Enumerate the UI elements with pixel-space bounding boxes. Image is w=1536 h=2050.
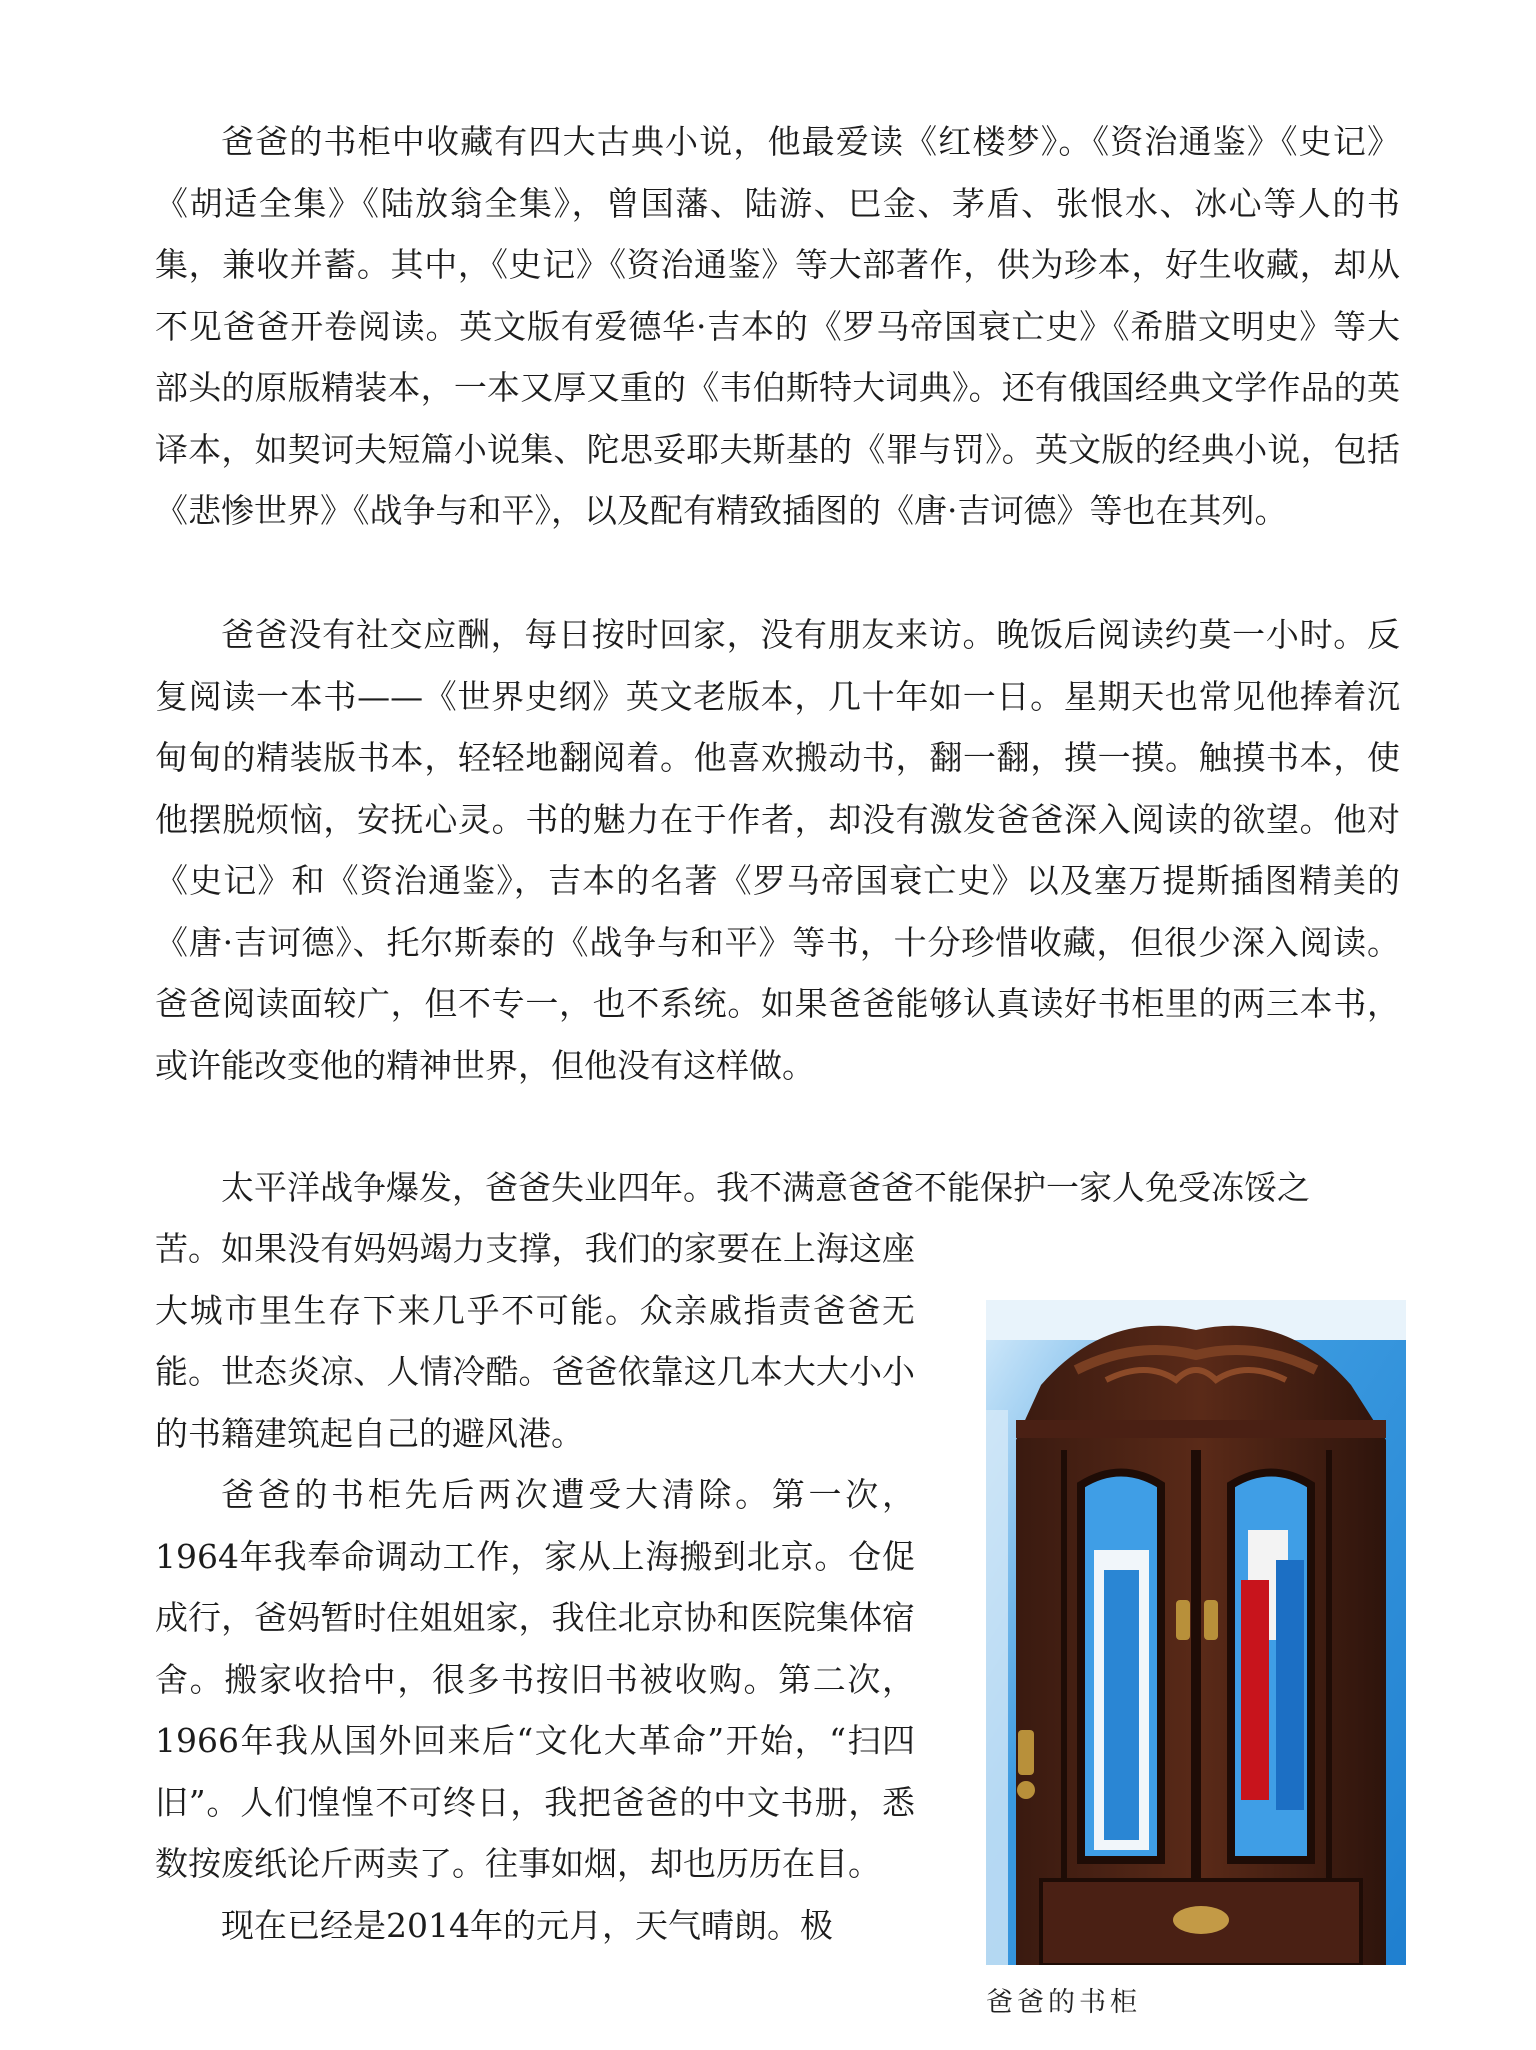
body-text-block-2 [155, 604, 1400, 1096]
paragraph-3-continued: 苦。如果没有妈妈竭力支撑，我们的家要在上海这座大城市里生存下来几乎不可能。众亲戚指责爸爸无能。世态炎凉、人情冷酷。爸爸依靠这几本大大小小的书籍建筑起自己的避风港。 [155, 1229, 915, 1453]
body-text-wrapped-column [155, 1218, 915, 1956]
body-text-block-3 [155, 1157, 1400, 1219]
paragraph-5-start: 现在已经是2014年的元月，天气晴朗。极 [221, 1905, 833, 1945]
paragraph-3-start: 太平洋战争爆发，爸爸失业四年。我不满意爸爸不能保护一家人免受冻馁之 [221, 1168, 1310, 1207]
bookcase-illustration [986, 1300, 1406, 1965]
paragraph-2: 爸爸没有社交应酬，每日按时回家，没有朋友来访。晚饭后阅读约莫一小时。反复阅读一本书——《世界史纲》英文老版本，几十年如一日。星期天也常见他捧着沉甸甸的精装版书本，轻轻地翻阅着。他喜欢搬动书，翻一翻，摸一摸。触摸书本，使他摆脱烦恼，安抚心灵。书的魅力在于作者，却没有激发爸爸深入阅读的欲望。他对《史记》和《资治通鉴》，吉本的名著《罗马帝国衰亡史》以及塞万提斯插图精美的《唐·吉诃德》、托尔斯泰的《战争与和平》等书，十分珍惜收藏，但很少深入阅读。爸爸阅读面较广，但不专一，也不系统。如果爸爸能够认真读好书柜里的两三本书，或许能改变他的精神世界，但他没有这样做。 [155, 615, 1400, 1085]
bookcase-photo [986, 1300, 1406, 1965]
body-text-block-1 [155, 111, 1400, 542]
paragraph-4: 爸爸的书柜先后两次遭受大清除。第一次，1964年我奉命调动工作，家从上海搬到北京。仓促成行，爸妈暂时住姐姐家，我住北京协和医院集体宿舍。搬家收拾中，很多书按旧书被收购。第二次，1966年我从国外回来后“文化大革命”开始，“扫四旧”。人们惶惶不可终日，我把爸爸的中文书册，悉数按废纸论斤两卖了。往事如烟，却也历历在目。 [155, 1475, 915, 1883]
paragraph-1: 爸爸的书柜中收藏有四大古典小说，他最爱读《红楼梦》。《资治通鉴》《史记》《胡适全集》《陆放翁全集》，曾国藩、陆游、巴金、茅盾、张恨水、冰心等人的书集，兼收并蓄。其中，《史记》《资治通鉴》等大部著作，供为珍本，好生收藏，却从不见爸爸开卷阅读。英文版有爱德华·吉本的《罗马帝国衰亡史》《希腊文明史》等大部头的原版精装本，一本又厚又重的《韦伯斯特大词典》。还有俄国经典文学作品的英译本，如契诃夫短篇小说集、陀思妥耶夫斯基的《罪与罚》。英文版的经典小说，包括《悲惨世界》《战争与和平》，以及配有精致插图的《唐·吉诃德》等也在其列。 [155, 122, 1400, 530]
figure-caption: 爸爸的书柜 [986, 1987, 1141, 2018]
